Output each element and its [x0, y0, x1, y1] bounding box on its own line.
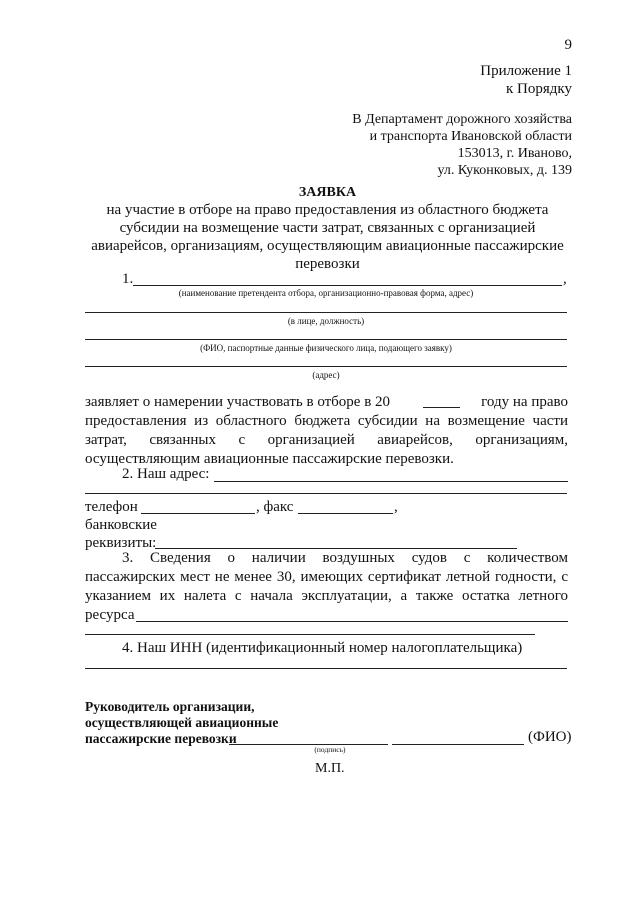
addressee-line3: 153013, г. Иваново, [457, 146, 572, 161]
item1-blank-line [133, 285, 562, 286]
item1-caption-applicant: (наименование претендента отбора, организационно-правовая форма, адрес) [178, 288, 474, 298]
item1-number: 1. [122, 271, 134, 287]
addressee-line4: ул. Куконковых, д. 139 [437, 163, 572, 178]
page-number: 9 [564, 37, 572, 53]
address-blank-line [214, 481, 568, 482]
statement-line3: затрат, связанных с организацией авиарейсов, организациям, [85, 432, 568, 448]
item3-line1: 3. Сведения о наличии воздушных судов с количеством [122, 550, 568, 566]
addressee-line1: В Департамент дорожного хозяйства [352, 112, 572, 127]
statement-line2: предоставления из областного бюджета субсидии на возмещение части [85, 413, 568, 429]
inn-blank-line [85, 668, 567, 669]
fio-label: (ФИО) [528, 729, 572, 745]
subtitle-line4: перевозки [295, 256, 360, 272]
item1-blank-line-4 [85, 366, 567, 367]
phone-label: телефон [85, 499, 138, 515]
address-blank-line-2 [85, 493, 567, 494]
statement-line4: осуществляющим авиационные пассажирские перевозки. [85, 451, 454, 467]
item1-caption-fio: (ФИО, паспортные данные физического лица, подающего заявку) [200, 343, 452, 353]
fio-blank-line [392, 744, 524, 745]
signature-line1: Руководитель организации, [85, 699, 255, 714]
resource-blank-line-2 [85, 634, 535, 635]
subtitle-line2: субсидии на возмещение части затрат, связанных с организацией [119, 220, 536, 236]
subtitle-line3: авиарейсов, организациям, осуществляющим авиационные пассажирские [91, 238, 564, 254]
year-blank-line [423, 407, 460, 408]
appendix-line1: Приложение 1 [480, 63, 572, 79]
appendix-line2: к Порядку [506, 81, 572, 97]
item1-caption-position: (в лице, должность) [287, 316, 365, 326]
subtitle-line1: на участие в отборе на право предоставления из областного бюджета [106, 202, 549, 218]
statement-line1-end: году на право [481, 394, 568, 410]
item3-line4: ресурса [85, 607, 135, 623]
item4-label: 4. Наш ИНН (идентификационный номер налогоплательщика) [122, 640, 523, 656]
item2-label: 2. Наш адрес: [122, 466, 210, 482]
statement-line1-start: заявляет о намерении участвовать в отборе в 20 [85, 394, 391, 410]
fax-blank-line [298, 513, 393, 514]
fax-comma: , [394, 499, 398, 515]
bank-label-line1: банковские [85, 517, 157, 533]
item1-blank-line-3 [85, 339, 567, 340]
stamp-mark: М.П. [315, 761, 345, 776]
item1-comma: , [563, 271, 567, 287]
document-title: ЗАЯВКА [298, 185, 357, 200]
bank-label-line2: реквизиты: [85, 535, 157, 551]
item1-caption-address: (адрес) [312, 370, 340, 380]
signature-caption: (подпись) [314, 745, 346, 754]
fax-label: , факс [256, 499, 294, 515]
addressee-line2: и транспорта Ивановской области [369, 129, 572, 144]
item3-line3: указанием их налета с начала эксплуатации, а также остатка летного [85, 588, 568, 604]
item3-line2: пассажирских мест не менее 30, имеющих сертификат летной годности, с [85, 569, 568, 585]
resource-blank-line [136, 621, 568, 622]
item1-blank-line-2 [85, 312, 567, 313]
signature-line3: пассажирские перевозки [85, 731, 237, 746]
signature-line2: осуществляющей авиационные [85, 715, 279, 730]
phone-blank-line [141, 513, 255, 514]
